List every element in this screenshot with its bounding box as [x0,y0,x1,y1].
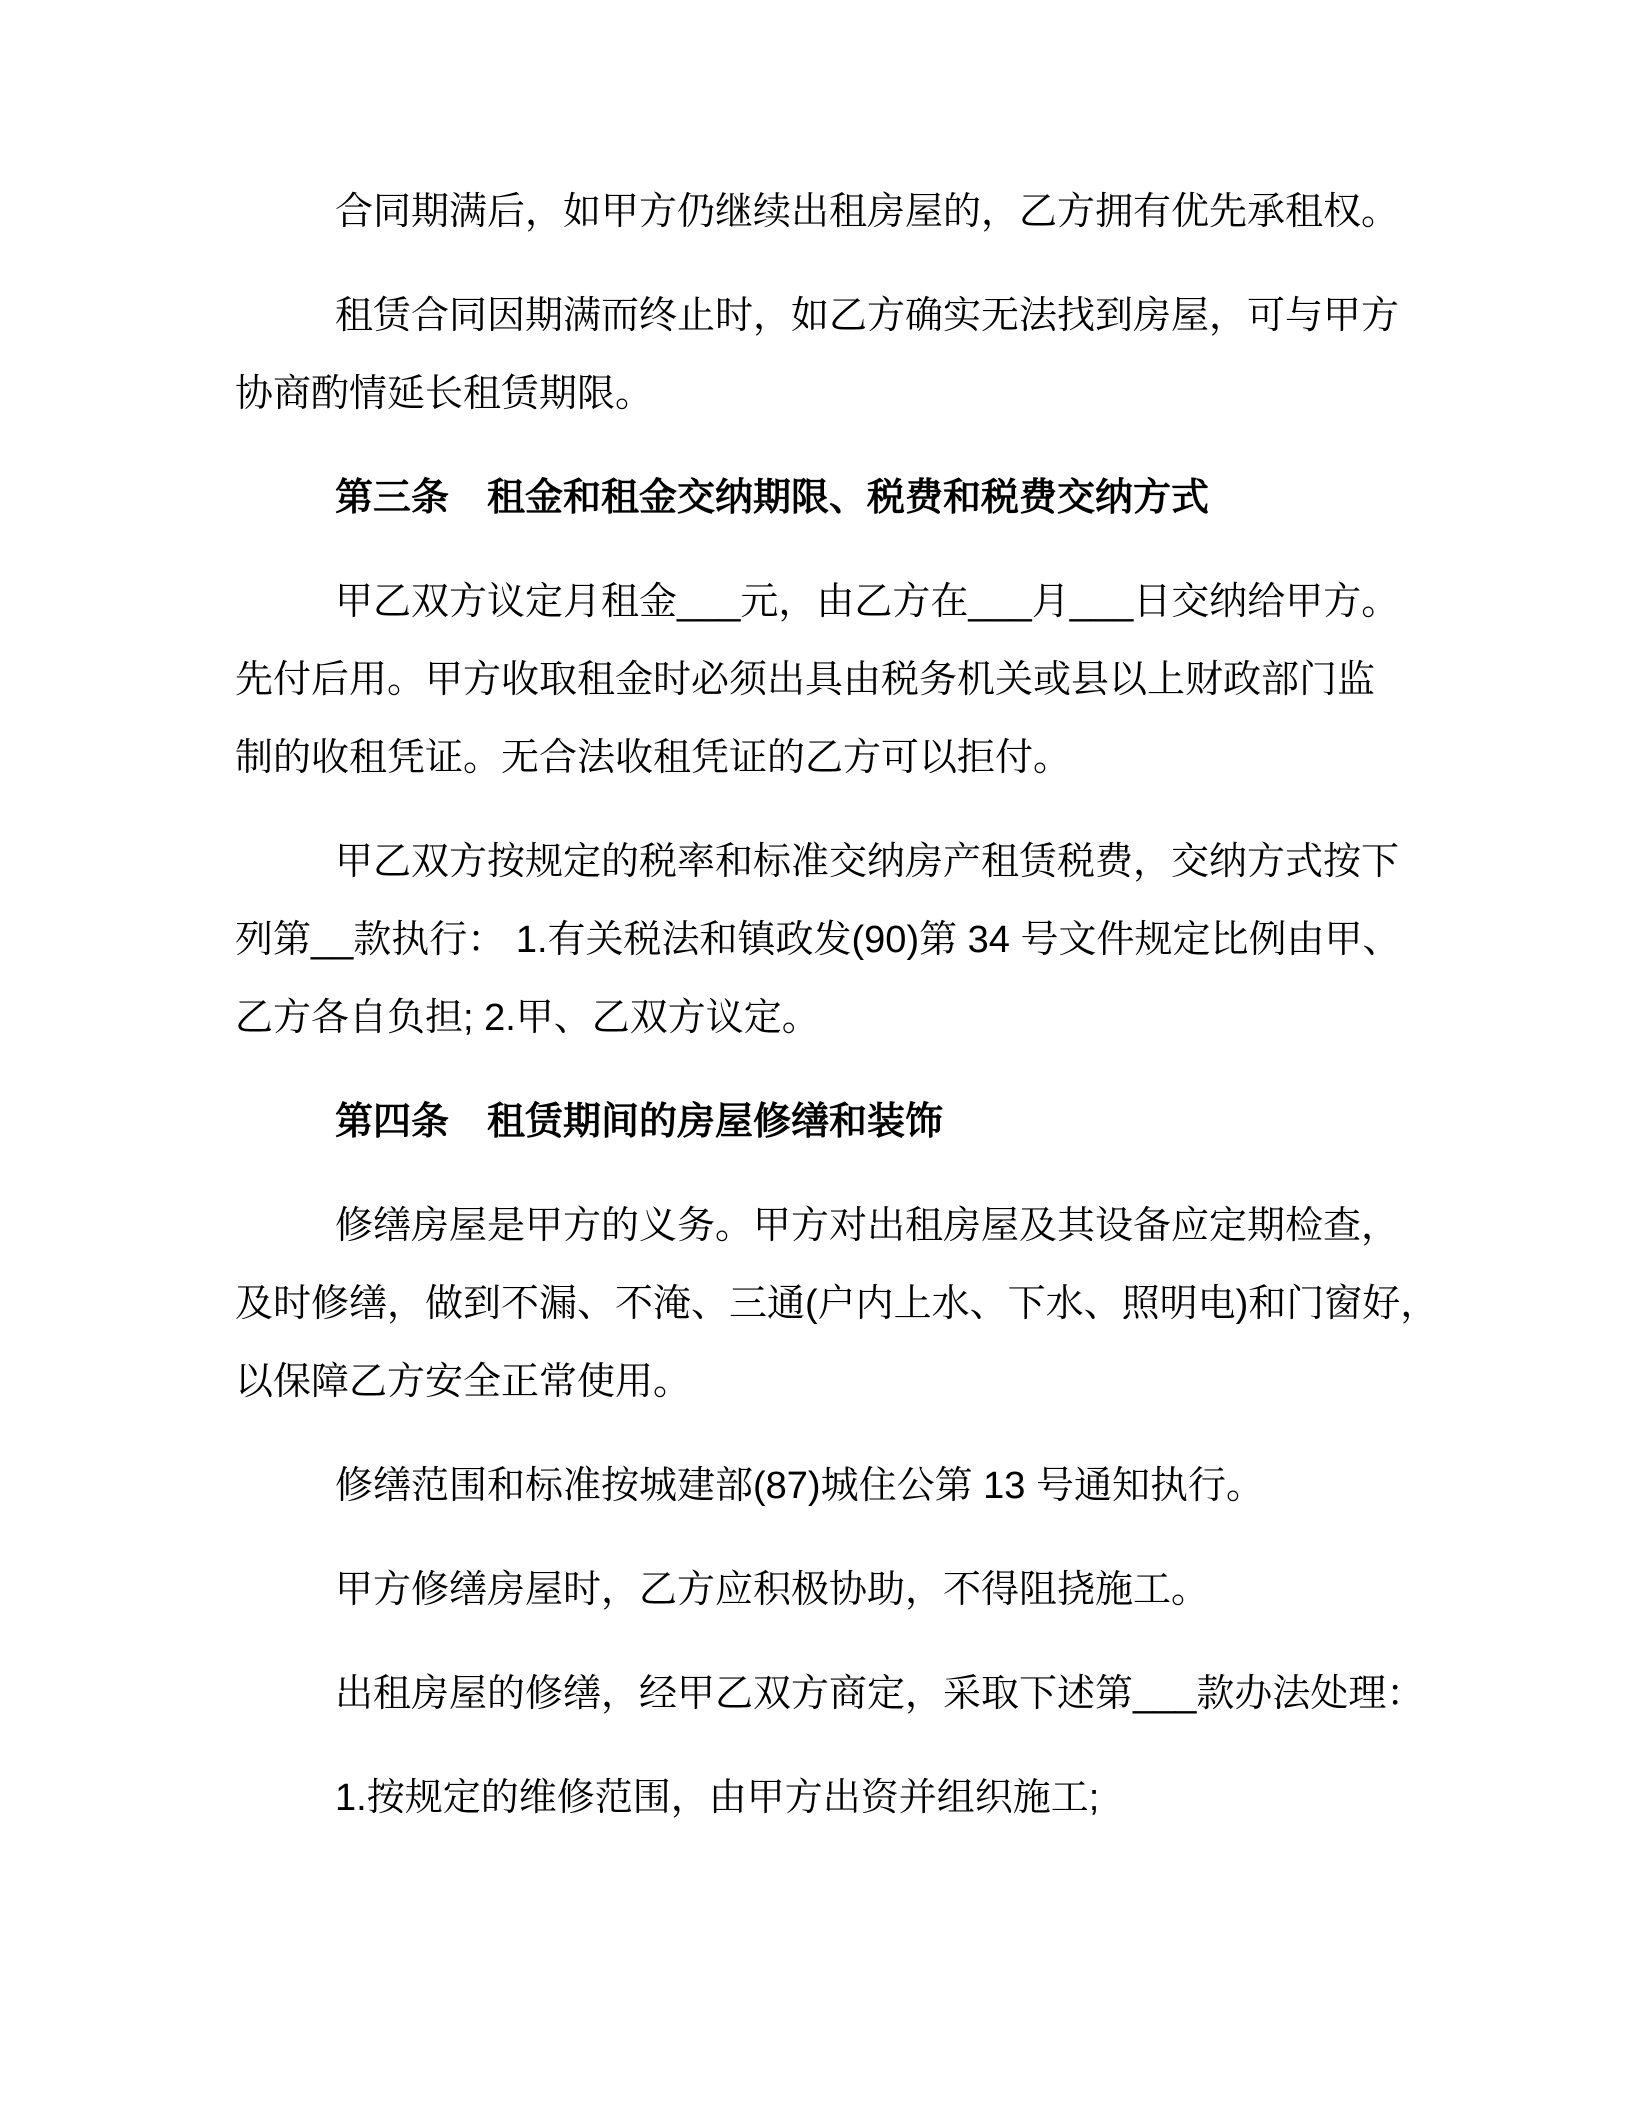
paragraph-line: 制的收租凭证。无合法收租凭证的乙方可以拒付。 [235,737,1072,779]
paragraph-line: 甲乙双方议定月租金___元，由乙方在___月___日交纳给甲方。 [335,581,1400,623]
paragraph-line: 租赁合同因期满而终止时，如乙方确实无法找到房屋，可与甲方 [335,295,1400,337]
paragraph-line: 出租房屋的修缮，经甲乙双方商定，采取下述第___款办法处理： [335,1673,1425,1715]
list-item-line: 1.按规定的维修范围，由甲方出资并组织施工; [335,1777,1100,1819]
paragraph-line: 合同期满后，如甲方仍继续出租房屋的，乙方拥有优先承租权。 [335,191,1400,233]
paragraph-line: 甲方修缮房屋时，乙方应积极协助，不得阻挠施工。 [335,1569,1210,1611]
paragraph-line: 乙方各自负担; 2.甲、乙双方议定。 [235,997,820,1039]
paragraph-line: 修缮房屋是甲方的义务。甲方对出租房屋及其设备应定期检查， [335,1205,1400,1247]
paragraph-line: 修缮范围和标准按城建部(87)城住公第 13 号通知执行。 [335,1465,1264,1507]
paragraph-line: 及时修缮，做到不漏、不淹、三通(户内上水、下水、照明电)和门窗好， [235,1283,1439,1325]
section-heading: 第四条 租赁期间的房屋修缮和装饰 [335,1101,944,1143]
paragraph-line: 以保障乙方安全正常使用。 [235,1361,692,1403]
paragraph-line: 协商酌情延长租赁期限。 [235,373,654,415]
paragraph-line: 甲乙双方按规定的税率和标准交纳房产租赁税费，交纳方式按下 [335,841,1400,883]
paragraph-line: 先付后用。甲方收取租金时必须出具由税务机关或县以上财政部门监 [235,659,1376,701]
section-heading: 第三条 租金和租金交纳期限、税费和税费交纳方式 [335,477,1210,519]
paragraph-line: 列第__款执行： 1.有关税法和镇政发(90)第 34 号文件规定比例由甲、 [235,919,1401,961]
